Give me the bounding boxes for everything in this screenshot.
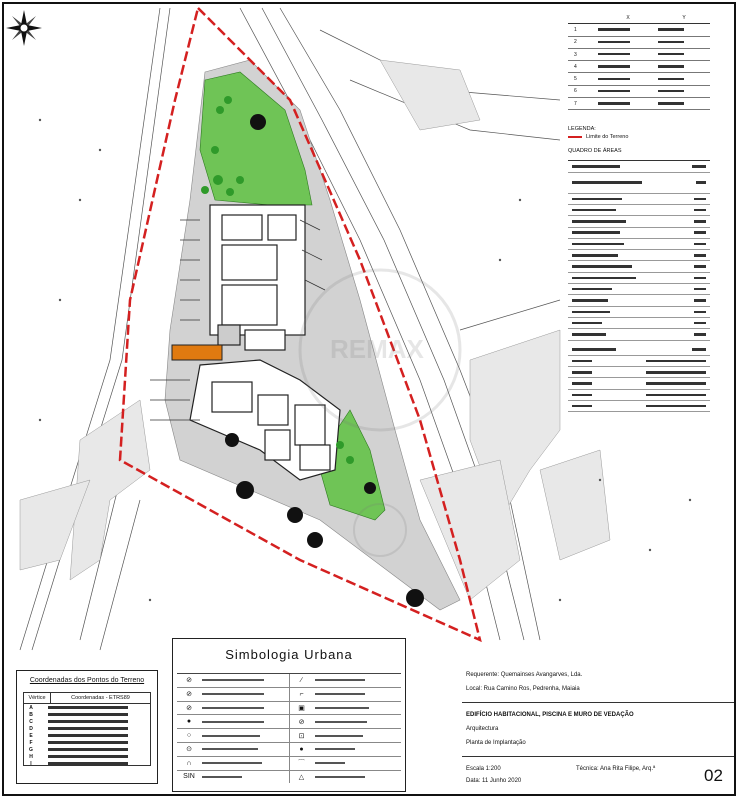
building-north: [210, 205, 305, 350]
title-block: [466, 662, 736, 796]
scale-text: Escala 1:200: [466, 766, 501, 772]
quadro-areas: [568, 160, 710, 412]
coordinates-box: [16, 670, 158, 784]
area-table: X Y 1 2 3 4 5 6 7 LEGENDA: Limite do Terreno QUADRO DE ÁREAS: [568, 12, 710, 412]
legend-title: Simbologia Urbana: [225, 647, 353, 662]
sheet-number: 02: [704, 766, 723, 785]
technician-text: Técnica: Ana Rita Filipe, Arq.ª: [576, 766, 656, 772]
coordinates-table: Vértice Coordenadas - ETRS89 A B C D E F G H I: [23, 692, 151, 766]
svg-text:REMAX: REMAX: [330, 334, 424, 364]
coordinates-title: Coordenadas dos Pontos do Terreno: [29, 677, 145, 684]
north-arrow-icon: [6, 10, 42, 46]
legend-note: LEGENDA: Limite do Terreno QUADRO DE ÁREAS: [568, 126, 629, 155]
symbology-legend: Simbologia Urbana ⊘ ∕ ⊘ ⌐ ⊘ ▣ ● ⊘ ○ ⊡ ⊙ ● ∩ ⌒ SIN △: [172, 638, 406, 792]
discipline-text: Arquitectura: [466, 726, 499, 732]
requerente-text: Requerente: Quemainses Avangarves, Lda.: [466, 672, 583, 678]
local-text: Local: Rua Camino Ros, Pedrenha, Maiaia: [466, 686, 580, 692]
date-text: Data: 11 Junho 2020: [466, 778, 522, 784]
drawing-title: Planta de Implantação: [466, 740, 526, 746]
highlighted-block: [172, 345, 222, 360]
project-title: EDIFÍCIO HABITACIONAL, PISCINA E MURO DE VEDAÇÃO: [466, 712, 634, 718]
